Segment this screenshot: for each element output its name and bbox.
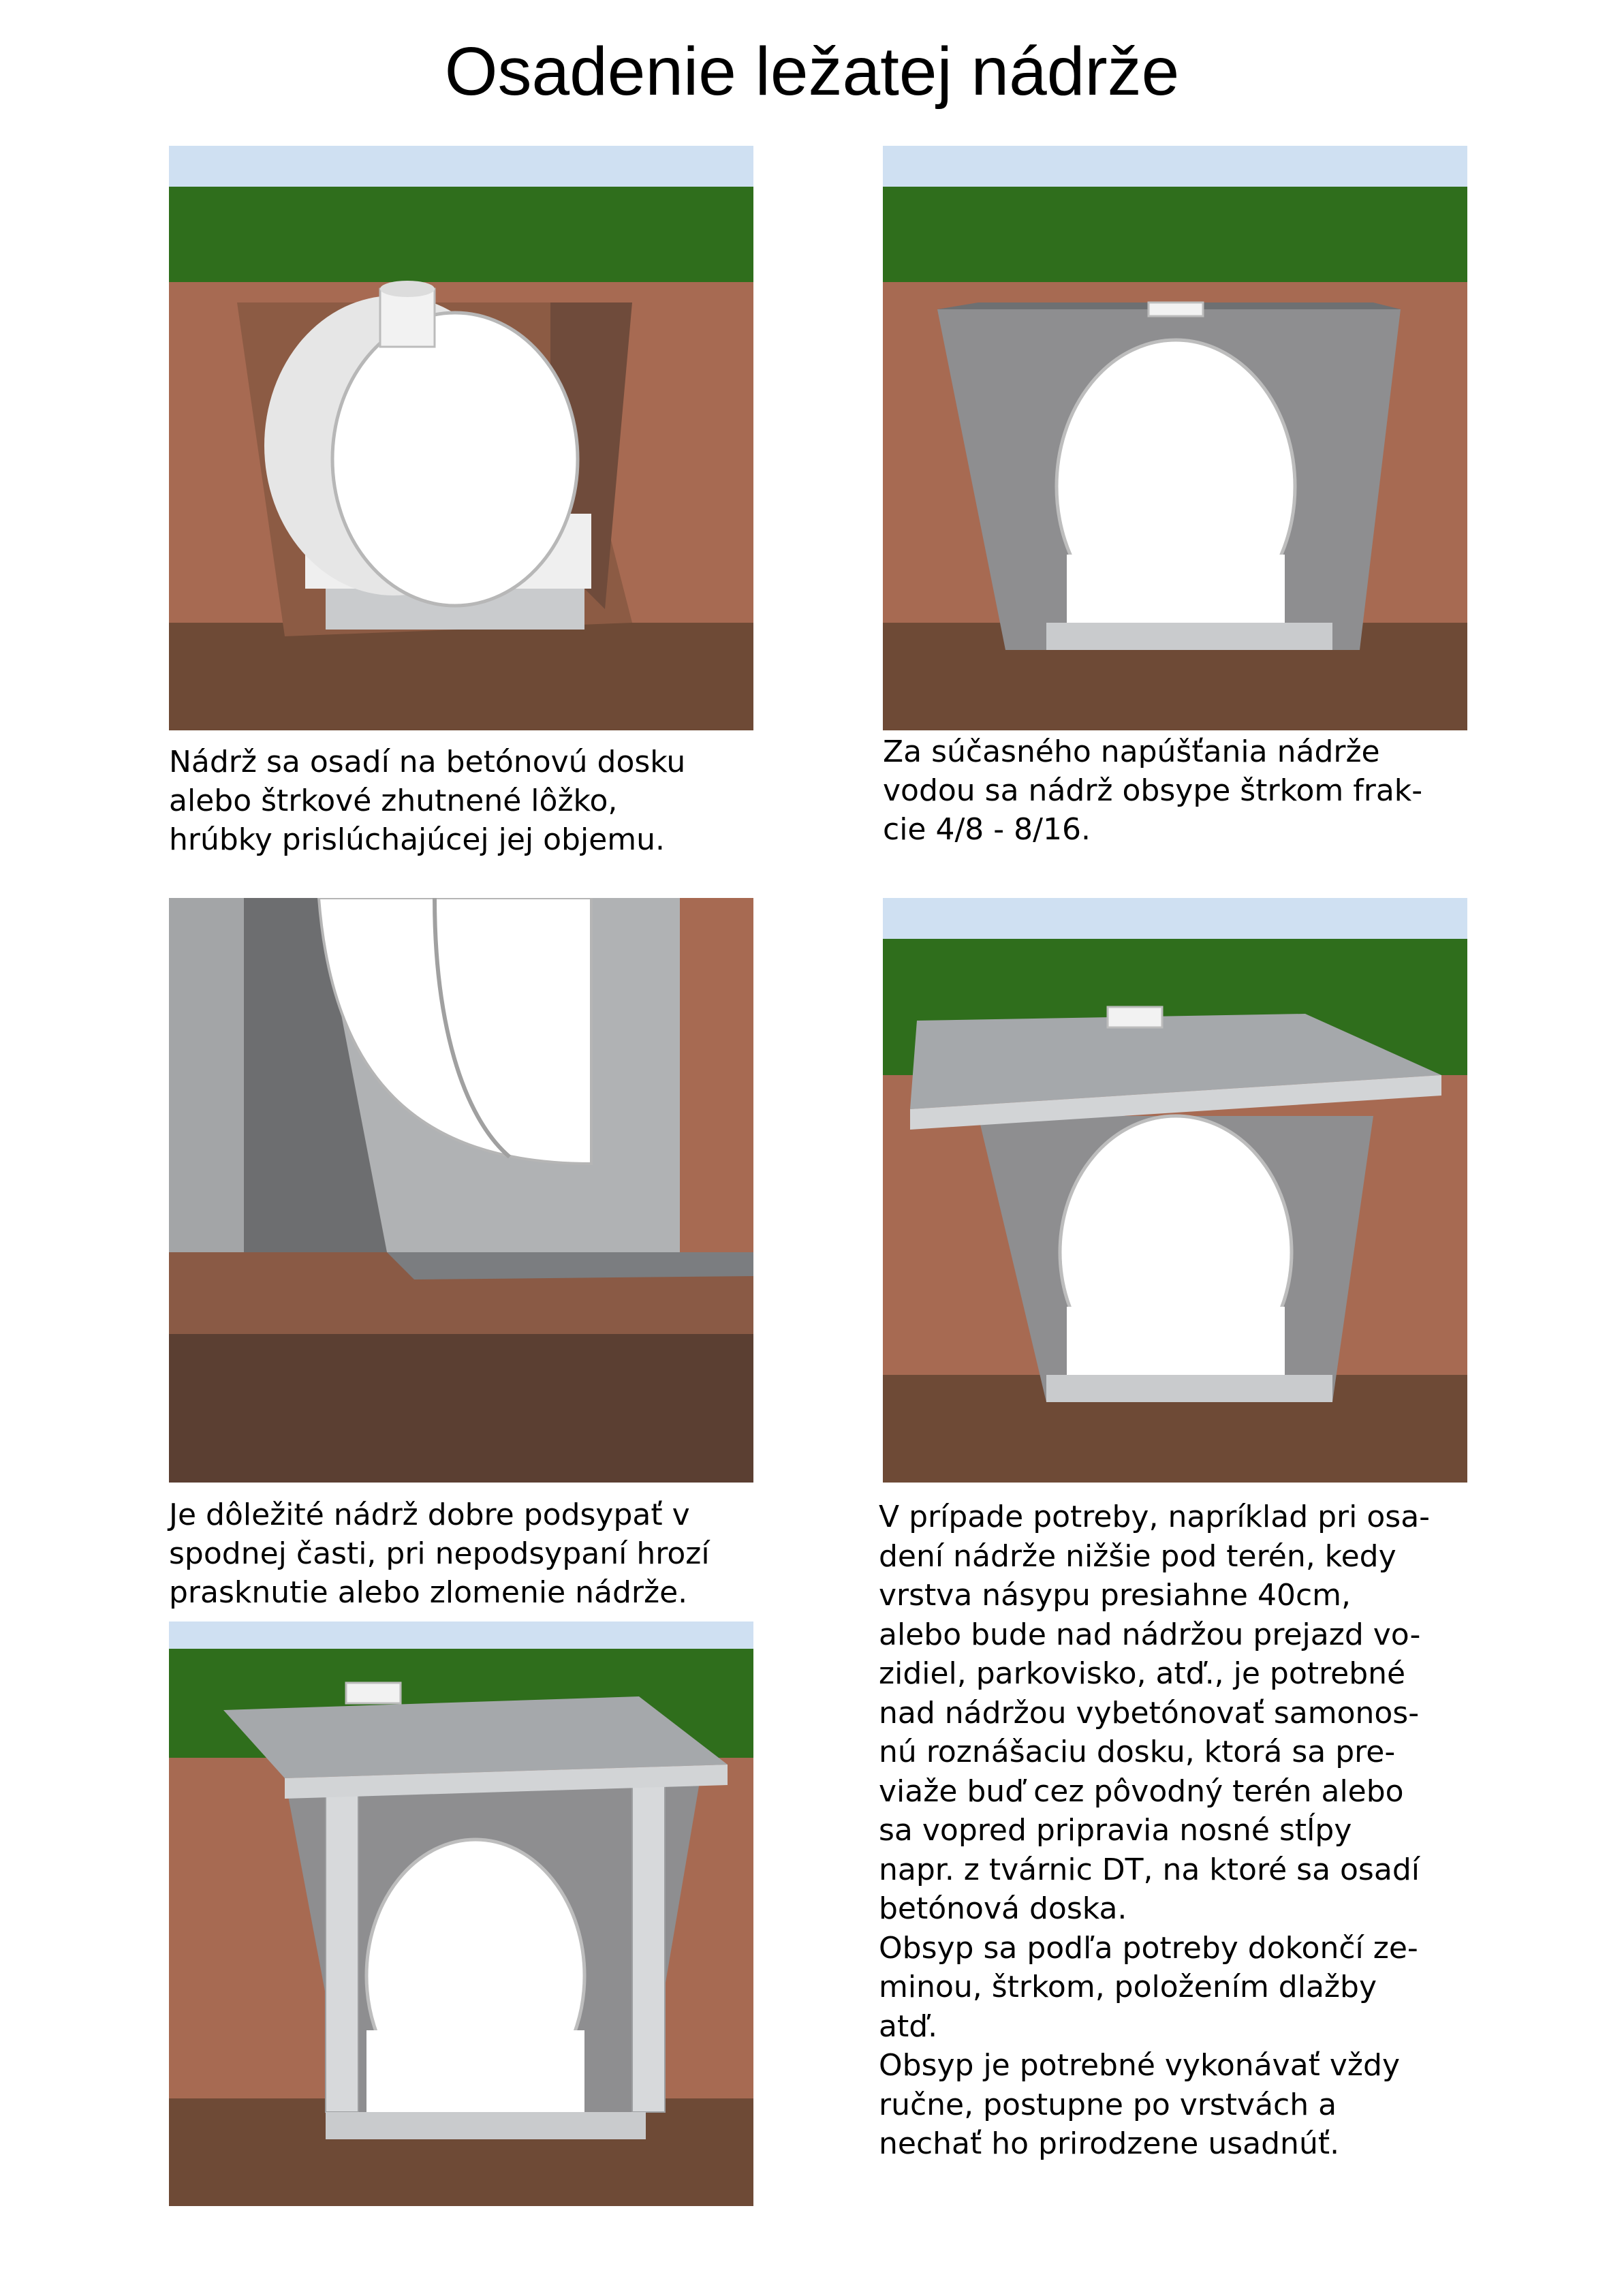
illustration-tank-gravel <box>883 146 1467 730</box>
illustration-slab-on-pillars <box>169 1622 753 2206</box>
side-text: V prípade potreby, napríklad pri osa- dení nádrže nižšie pod terén, kedy vrstva násypu presiahne 40cm, alebo bude nad nádržou prejazd vo- zidiel, parkovisko, atď., je potrebné nad nádržou vybetónovať samonos- nú roznášaciu dosku, ktorá sa pre- viaže buď cez pôvodný terén alebo sa vopred pripravia nosné stĺpy napr. z tvárnic DT, na ktoré sa osadí betónová doska. Obsyp sa podľa potreby dokončí ze- minou, štrkom, položením dlažby atď. Obsyp je potrebné vykonávať vždy ručne, postupne po vrstvách a nechať ho prirodzene usadnúť. <box>879 1500 1431 2161</box>
figure-load-slab <box>883 898 1467 1483</box>
illustration-load-slab <box>883 898 1467 1483</box>
figure-tank-on-base <box>169 146 753 730</box>
illustration-backfill-detail <box>169 898 753 1483</box>
page-title: Osadenie ležatej nádrže <box>444 33 1180 110</box>
figure-slab-on-pillars <box>169 1622 753 2206</box>
caption-step-2: Za súčasného napúšťania nádrže vodou sa nádrž obsype štrkom frak- cie 4/8 - 8/16. <box>883 734 1423 847</box>
figure-tank-gravel <box>883 146 1467 730</box>
figure-backfill-detail <box>169 898 753 1483</box>
illustration-tank-on-base <box>169 146 753 730</box>
caption-step-3: Je dôležité nádrž dobre podsypať v spodnej časti, pri nepodsypaní hrozí prasknutie alebo zlomenie nádrže. <box>169 1498 710 1610</box>
caption-step-1: Nádrž sa osadí na betónovú dosku alebo štrkové zhutnené lôžko, hrúbky prislúchajúcej jej objemu. <box>169 745 686 857</box>
